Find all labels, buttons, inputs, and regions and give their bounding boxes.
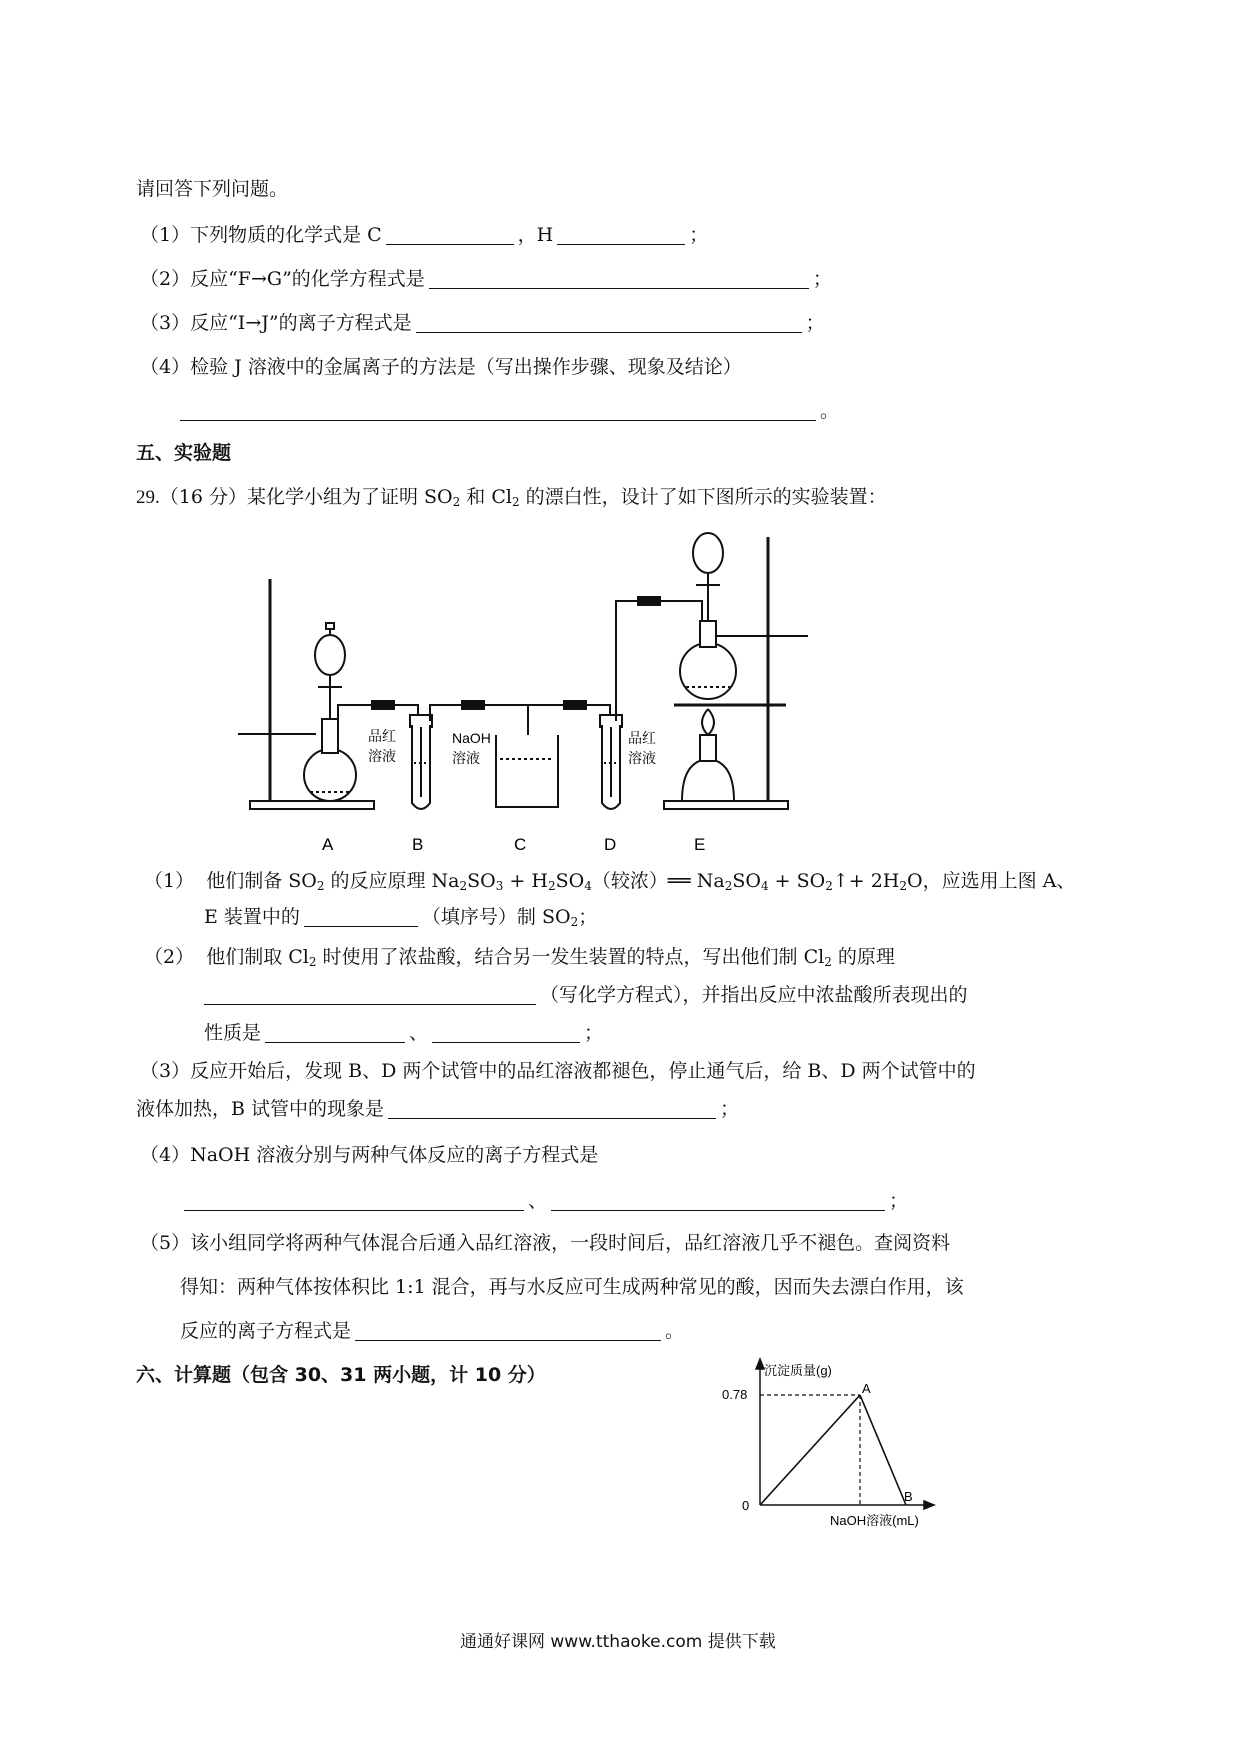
s1-text: ； bbox=[578, 906, 598, 928]
precipitate-chart bbox=[720, 1355, 940, 1530]
s3-text: ； bbox=[720, 1098, 740, 1120]
answer-blank[interactable] bbox=[551, 1190, 885, 1211]
point-b-label: B bbox=[904, 1489, 913, 1504]
subscript: 2 bbox=[459, 879, 468, 893]
q1-number: （1） bbox=[140, 224, 191, 246]
s1-number: （1） bbox=[144, 870, 195, 892]
sub-question-1 bbox=[144, 868, 1075, 894]
subscript: 4 bbox=[584, 879, 592, 893]
dropping-funnel-a bbox=[315, 635, 345, 675]
letter-a: A bbox=[322, 835, 334, 854]
label-d-line1: 品红 bbox=[628, 730, 656, 746]
q4-text: 检验 J 溶液中的金属离子的方法是（写出操作步骤、现象及结论） bbox=[190, 356, 742, 378]
answer-blank[interactable] bbox=[557, 224, 685, 245]
section-6-heading: 六、计算题（包含 30、31 两小题，计 10 分） bbox=[136, 1364, 546, 1386]
q2-text: 反应“F→G”的化学方程式是 bbox=[190, 268, 425, 290]
answer-blank[interactable] bbox=[432, 1022, 580, 1043]
s2-text: ； bbox=[584, 1022, 604, 1044]
subscript: 4 bbox=[760, 879, 769, 893]
y-axis-arrow bbox=[756, 1359, 764, 1369]
p29-text: 的漂白性，设计了如下图所示的实验装置： bbox=[519, 486, 887, 508]
q4-number: （4） bbox=[140, 356, 191, 378]
series-segment bbox=[760, 1395, 860, 1505]
stand-base-e bbox=[664, 801, 788, 809]
p29-score: （16 分） bbox=[159, 486, 247, 508]
y-axis-label: 沉淀质量(g) bbox=[764, 1363, 832, 1378]
answer-blank[interactable] bbox=[355, 1320, 661, 1341]
footer-credit: 通通好课网 www.tthaoke.com 提供下载 bbox=[460, 1632, 776, 1652]
question-4 bbox=[140, 354, 742, 380]
s1-text: 的反应原理 Na bbox=[324, 870, 460, 892]
sub-question-2-line2 bbox=[200, 982, 968, 1008]
subscript: 2 bbox=[570, 915, 579, 929]
sub-question-4: （4）NaOH 溶液分别与两种气体反应的离子方程式是 bbox=[140, 1144, 599, 1166]
answer-blank[interactable] bbox=[184, 1190, 524, 1211]
letter-b: B bbox=[412, 835, 424, 854]
p29-text: 和 Cl bbox=[460, 486, 512, 508]
answer-blank[interactable] bbox=[429, 268, 809, 289]
sub-question-4-line2 bbox=[180, 1188, 908, 1214]
q3-text: 反应“I→J”的离子方程式是 bbox=[190, 312, 412, 334]
s4-sep: 、 bbox=[528, 1190, 548, 1212]
intro-text: 请回答下列问题。 bbox=[136, 178, 289, 200]
answer-blank[interactable] bbox=[388, 1098, 716, 1119]
s1-text: （较浓）══ Na bbox=[591, 870, 725, 892]
q1-text: 下列物质的化学式是 C bbox=[190, 224, 382, 246]
q1-end: ； bbox=[689, 224, 709, 246]
x-axis-arrow bbox=[924, 1501, 934, 1509]
sub-question-2 bbox=[144, 944, 895, 970]
flask-e bbox=[680, 643, 736, 699]
sub-question-1-line2 bbox=[204, 904, 597, 930]
s1-text: + SO bbox=[768, 870, 826, 892]
letter-d: D bbox=[604, 835, 617, 854]
s5-text: 。 bbox=[665, 1320, 685, 1342]
beaker-c bbox=[496, 735, 558, 807]
answer-blank[interactable] bbox=[204, 984, 536, 1005]
answer-blank[interactable] bbox=[386, 224, 514, 245]
s3-text: 液体加热，B 试管中的现象是 bbox=[136, 1098, 385, 1120]
q3-end: ； bbox=[805, 312, 825, 334]
s1-text: E 装置中的 bbox=[204, 906, 300, 928]
section-5-heading: 五、实验题 bbox=[136, 442, 232, 464]
label-b-line1: 品红 bbox=[368, 728, 396, 744]
s1-text: + H bbox=[503, 870, 548, 892]
question-3 bbox=[140, 310, 825, 336]
s1-text: O，应选用上图 A、 bbox=[907, 870, 1076, 892]
s1-text: SO bbox=[467, 870, 496, 892]
s5-text: 反应的离子方程式是 bbox=[180, 1320, 352, 1342]
subscript: 2 bbox=[724, 879, 733, 893]
origin-label: 0 bbox=[742, 1498, 750, 1513]
sub-question-2-line3 bbox=[204, 1020, 603, 1046]
letter-c: C bbox=[514, 835, 527, 854]
point-a-label: A bbox=[862, 1381, 871, 1396]
s2-text: 的原理 bbox=[831, 946, 895, 968]
s1-text: ↑+ 2H bbox=[832, 870, 900, 892]
letter-e: E bbox=[694, 835, 706, 854]
s2-number: （2） bbox=[144, 946, 195, 968]
q3-number: （3） bbox=[140, 312, 191, 334]
x-axis-label: NaOH溶液(mL) bbox=[830, 1513, 919, 1528]
sub-question-3: （3）反应开始后，发现 B、D 两个试管中的品红溶液都褪色，停止通气后，给 B、D 两个试管中的 bbox=[140, 1060, 976, 1082]
s2-text: （写化学方程式），并指出反应中浓盐酸所表现出的 bbox=[540, 984, 968, 1006]
flask-a bbox=[304, 749, 356, 801]
p29-text: 某化学小组为了证明 SO bbox=[246, 486, 453, 508]
label-c-line1: NaOH bbox=[452, 730, 491, 746]
s1-text: SO bbox=[555, 870, 585, 892]
s2-text: 时使用了浓盐酸，结合另一发生装置的特点，写出他们制 Cl bbox=[316, 946, 825, 968]
answer-blank[interactable] bbox=[265, 1022, 405, 1043]
s1-text: SO bbox=[732, 870, 761, 892]
answer-blank[interactable] bbox=[416, 312, 802, 333]
sub-question-3-line2 bbox=[136, 1096, 739, 1122]
answer-blank[interactable] bbox=[304, 906, 418, 927]
subscript: 2 bbox=[824, 955, 832, 969]
q4-end: 。 bbox=[820, 400, 840, 422]
subscript: 2 bbox=[511, 495, 520, 509]
question-4-answer bbox=[176, 398, 839, 424]
dropping-funnel-e bbox=[693, 533, 723, 573]
alcohol-burner bbox=[682, 759, 734, 801]
question-2 bbox=[140, 266, 832, 292]
s2-text: 、 bbox=[409, 1022, 429, 1044]
q2-end: ； bbox=[812, 268, 832, 290]
subscript: 2 bbox=[825, 879, 833, 893]
sub-question-5-line2: 得知：两种气体按体积比 1:1 混合，再与水反应可生成两种常见的酸，因而失去漂白作用，该 bbox=[180, 1276, 964, 1298]
subscript: 3 bbox=[495, 879, 504, 893]
label-d-line2: 溶液 bbox=[628, 750, 656, 766]
question-1 bbox=[140, 222, 708, 248]
p29-number: 29. bbox=[136, 487, 160, 508]
answer-blank[interactable] bbox=[180, 400, 816, 421]
subscript: 2 bbox=[899, 879, 908, 893]
s2-text: 他们制取 Cl bbox=[206, 946, 309, 968]
subscript: 2 bbox=[316, 879, 325, 893]
s1-text: 他们制备 SO bbox=[206, 870, 317, 892]
problem-29-stem bbox=[136, 484, 887, 511]
stand-base-a bbox=[250, 801, 374, 809]
apparatus-diagram bbox=[230, 525, 830, 865]
s4-end: ； bbox=[889, 1190, 909, 1212]
series-segment bbox=[860, 1395, 906, 1505]
subscript: 2 bbox=[547, 879, 556, 893]
sub-question-5: （5）该小组同学将两种气体混合后通入品红溶液，一段时间后，品红溶液几乎不褪色。查阅资料 bbox=[140, 1232, 951, 1254]
label-b-line2: 溶液 bbox=[368, 748, 396, 764]
subscript: 2 bbox=[452, 495, 461, 509]
sub-question-5-line3 bbox=[180, 1318, 684, 1344]
q2-number: （2） bbox=[140, 268, 191, 290]
q1-sep: ，H bbox=[517, 224, 554, 246]
y-tick-label: 0.78 bbox=[722, 1387, 748, 1402]
subscript: 2 bbox=[308, 955, 317, 969]
label-c-line2: 溶液 bbox=[452, 750, 480, 766]
s1-text: （填序号）制 SO bbox=[421, 906, 571, 928]
s2-text: 性质是 bbox=[204, 1022, 262, 1044]
